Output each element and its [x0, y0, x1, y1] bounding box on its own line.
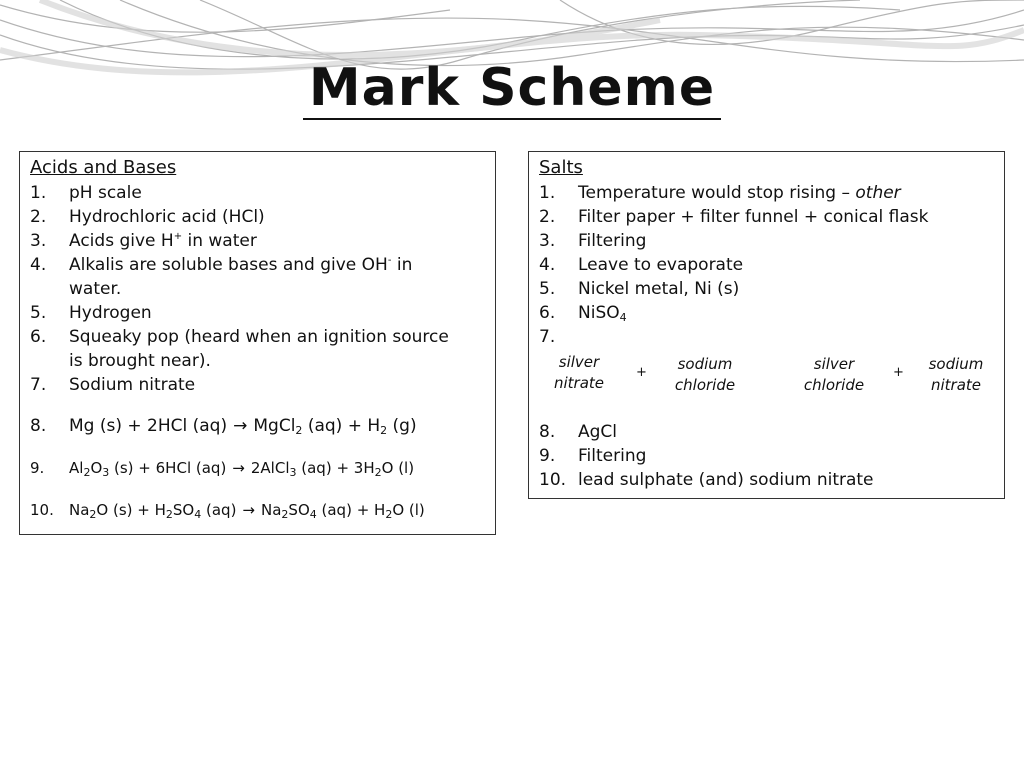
reaction-arrow-icon: →: [242, 501, 255, 519]
equation-plus-1: +: [636, 365, 647, 380]
equation-plus-2: +: [893, 365, 904, 380]
acids-and-bases-heading: Acids and Bases: [30, 157, 177, 178]
acids-and-bases-panel: Acids and Bases 1. pH scale 2. Hydrochloric acid (HCl) 3. Acids give H+ in water 4. Alkalis are soluble bases and give OH- in water. 5. Hydrogen 6. Squeaky pop (heard when an ignition source is brought near). 7. Sodium nitrate 8. Mg (s) + 2HCl (aq) → MgCl$_2$ $(aq) + H_2$ (g) 9. $Al_2O_3$ (s) + 6HCl (aq) → 2AlCl$_3$ $(aq) + 3H_2O$ (l) 10. $Na_2O$ $(s) + H_2SO_4$ $(aq) \to Na_2SO_4$ $(aq) + H_2O$ (l): [19, 151, 496, 535]
salts-heading: Salts: [539, 157, 583, 178]
page-title: Mark Scheme: [0, 58, 1024, 118]
equation-silver-nitrate: silver nitrate: [553, 353, 605, 392]
salts-panel: Salts 1. Temperature would stop rising – other 2. Filter paper + filter funnel + conical flask 3. Filtering 4. Leave to evaporate 5. Nickel metal, Ni (s) 6. NiSO$_4$ 7. silver nitrate + sodium chloride silver chloride + sodium nitrate 8. AgCl 9. Filtering 10. lead sulphate (and) sodium nitrate: [528, 151, 1005, 499]
equation-sodium-chloride: sodium chloride: [674, 355, 736, 394]
reaction-arrow-icon: →: [232, 459, 245, 477]
equation-silver-chloride: silver chloride: [803, 355, 865, 394]
equation-sodium-nitrate: sodium nitrate: [928, 355, 984, 394]
reaction-arrow-icon: →: [233, 416, 248, 436]
